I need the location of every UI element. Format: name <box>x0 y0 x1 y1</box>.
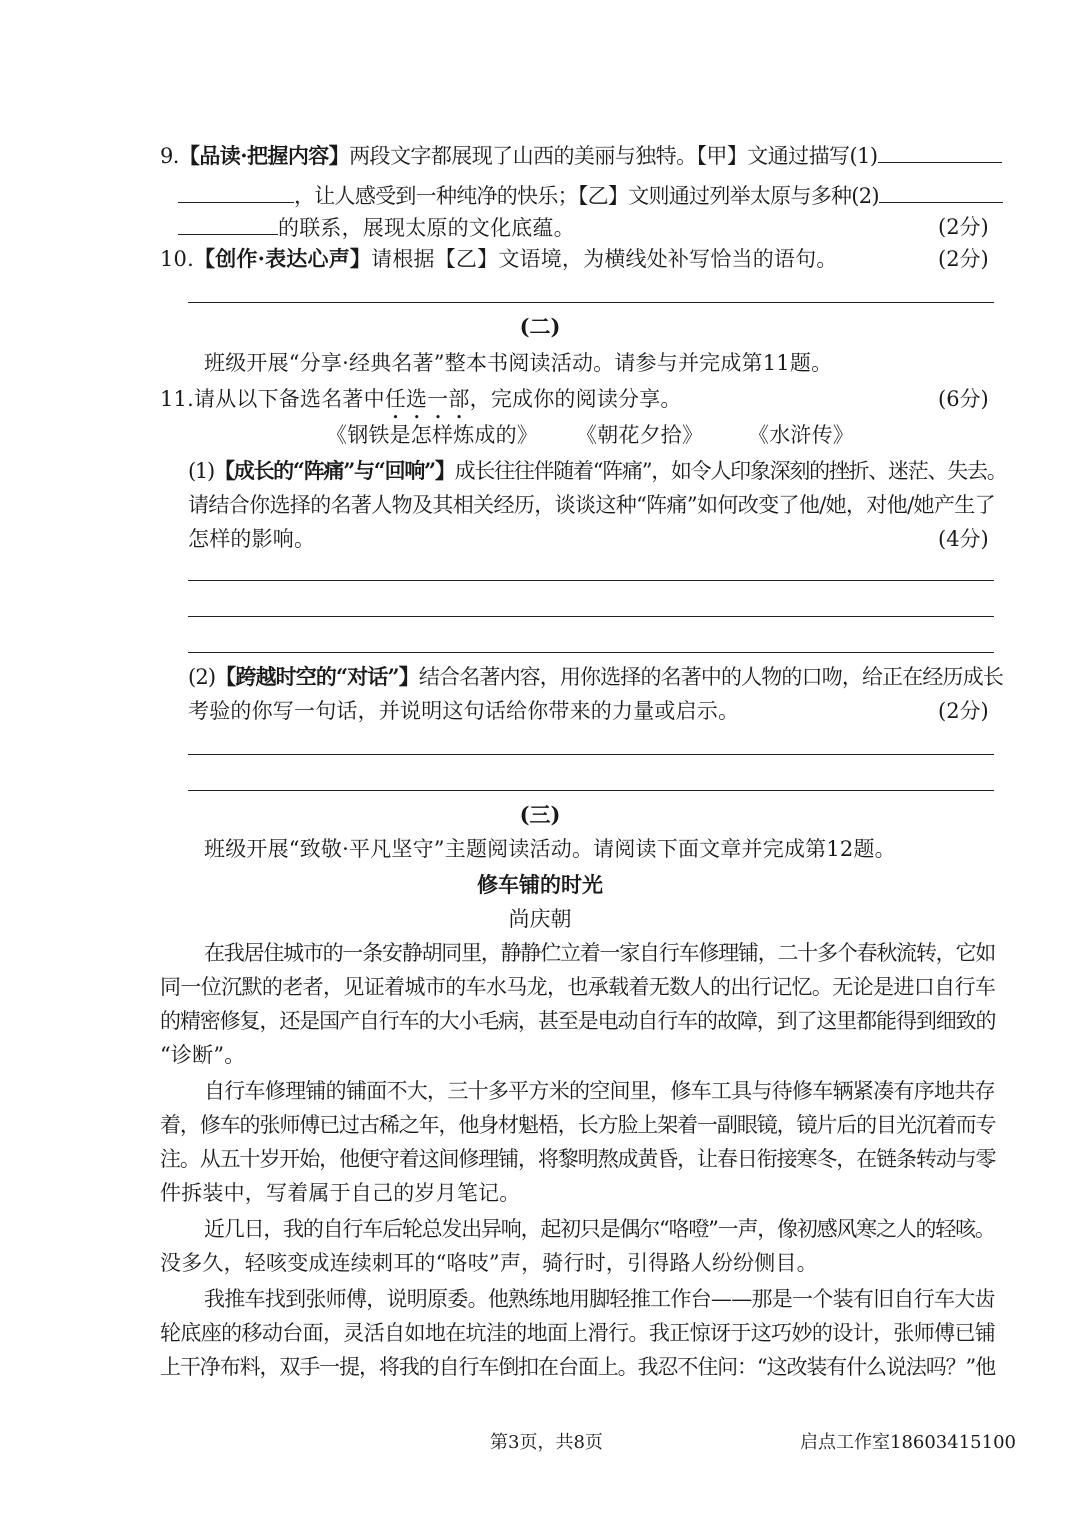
section3-intro: 班级开展“致敬·平凡坚守”主题阅读活动。请阅读下面文章并完成第12题。 <box>204 837 896 861</box>
q10-line <box>160 244 838 274</box>
q9-line1 <box>160 140 1002 171</box>
q11-text-after: ，完成你的阅读分享。 <box>469 387 682 411</box>
q9-blank-2a <box>879 180 1003 203</box>
footer-page-number: 第3页，共8页 <box>490 1432 603 1453</box>
q9-number: 9. <box>160 144 179 168</box>
q11-number: 11. <box>160 387 194 411</box>
q11-sub2-line1 <box>188 662 1003 692</box>
q11-book-3: 《水浒传》 <box>748 423 854 447</box>
article-p2-line4: 件拆装中，写着属于自己的岁月笔记。 <box>160 1181 521 1205</box>
q10-answer-line <box>188 302 994 303</box>
q9-text-1: 两段文字都展现了山西的美丽与独特。【甲】文通过描写(1) <box>349 144 878 168</box>
q11-book-1: 《钢铁是怎样炼成的》 <box>326 423 538 447</box>
section2-intro: 班级开展“分享·经典名著”整本书阅读活动。请参与并完成第11题。 <box>204 351 833 375</box>
q11-sub1-line2: 请结合你选择的名著人物及其相关经历，谈谈这种“阵痛”如何改变了他/她，对他/她产生了 <box>188 493 996 517</box>
article-p3-line1: 近几日，我的自行车后轮总发出异响，起初只是偶尔“咯噔”一声，像初感风寒之人的轻咳。 <box>204 1217 995 1241</box>
q11-text-emphasis: 任选一部 <box>384 387 470 411</box>
q11-sub1-line3: 怎样的影响。 <box>188 527 316 551</box>
q9-line3 <box>178 212 575 243</box>
article-p2-line2: 着，修车的张师傅已过古稀之年，他身材魁梧，长方脸上架着一副眼镜，镜片后的目光沉着而专 <box>160 1113 996 1137</box>
q9-line2 <box>178 180 1003 211</box>
q10-score: (2分) <box>938 247 989 271</box>
q11-sub1-answer-line-1 <box>188 580 994 581</box>
q9-blank-2b <box>178 212 278 235</box>
q11-sub1-score: (4分) <box>938 527 989 551</box>
q11-sub2-number: (2) <box>188 665 216 689</box>
article-p4-line1: 我推车找到张师傅，说明原委。他熟练地用脚轻推工作台——那是一个装有旧自行车大齿 <box>204 1287 995 1311</box>
q10-tag: 【创作·表达心声】 <box>194 246 372 271</box>
q11-sub2-tag: 【跨越时空的“对话”】 <box>215 664 419 689</box>
footer-studio: 启点工作室18603415100 <box>800 1432 1016 1453</box>
article-p3-line2: 没多久，轻咳变成连续刺耳的“咯吱”声，骑行时，引得路人纷纷侧目。 <box>160 1251 818 1275</box>
q9-text-2: ，让人感受到一种纯净的快乐；【乙】文则通过列举太原与多种(2) <box>294 184 879 208</box>
q9-tag: 【品读·把握内容】 <box>178 143 350 168</box>
article-p4-line2: 轮底座的移动台面，灵活自如地在坑洼的地面上滑行。我正惊讶于这巧妙的设计，张师傅已铺 <box>160 1321 996 1345</box>
q11-sub2-answer-line-2 <box>188 790 994 791</box>
q11-book-2: 《朝花夕拾》 <box>576 423 704 447</box>
article-author: 尚庆朝 <box>508 907 572 931</box>
q9-blank-1a <box>878 140 1002 163</box>
article-p4-line3: 上干净布料，双手一提，将我的自行车倒扣在台面上。我忍不住问：“这改装有什么说法吗？”他 <box>160 1355 996 1379</box>
q9-score: (2分) <box>938 215 989 239</box>
q11-sub1-number: (1) <box>188 459 214 483</box>
article-p1-line1: 在我居住城市的一条安静胡同里，静静伫立着一家自行车修理铺，二十多个春秋流转，它如 <box>204 941 995 965</box>
article-p1-line2: 同一位沉默的老者，见证着城市的车水马龙，也承载着无数人的出行记忆。无论是进口自行车 <box>160 975 996 999</box>
article-title: 修车铺的时光 <box>477 872 603 897</box>
article-p1-line4: “诊断”。 <box>160 1043 246 1067</box>
q11-sub2-text-1: 结合名著内容，用你选择的名著中的人物的口吻，给正在经历成长 <box>418 665 1003 689</box>
q9-text-3: 的联系，展现太原的文化底蕴。 <box>278 216 575 240</box>
q11-line <box>160 384 682 424</box>
q11-sub1-answer-line-2 <box>188 616 994 617</box>
q11-sub2-line2: 考验的你写一句话，并说明这句话给你带来的力量或启示。 <box>188 699 740 723</box>
section3-heading: (三) <box>519 802 561 827</box>
q11-sub1-line1 <box>188 456 1006 486</box>
section2-heading: (二) <box>519 314 561 339</box>
q11-score: (6分) <box>938 387 989 411</box>
q11-sub2-answer-line-1 <box>188 754 994 755</box>
article-p2-line3: 注。从五十岁开始，他便守着这间修理铺，将黎明熬成黄昏，让春日衔接寒冬，在链条转动与零 <box>160 1147 996 1171</box>
q9-blank-1b <box>178 180 294 203</box>
article-p1-line3: 的精密修复，还是国产自行车的大小毛病，甚至是电动自行车的故障，到了这里都能得到细致的 <box>160 1009 996 1033</box>
q10-text: 请根据【乙】文语境，为横线处补写恰当的语句。 <box>371 247 838 271</box>
article-p2-line1: 自行车修理铺的铺面不大，三十多平方米的空间里，修车工具与待修车辆紧凑有序地共存 <box>204 1079 995 1103</box>
q11-sub1-text-1: 成长往往伴随着“阵痛”，如令人印象深刻的挫折、迷茫、失去。 <box>454 459 1007 483</box>
q11-sub2-score: (2分) <box>938 699 989 723</box>
q11-sub1-answer-line-3 <box>188 652 994 653</box>
q11-sub1-tag: 【成长的“阵痛”与“回响”】 <box>213 458 455 483</box>
q11-text-before: 请从以下备选名著中 <box>194 387 385 411</box>
q10-number: 10. <box>160 247 194 271</box>
